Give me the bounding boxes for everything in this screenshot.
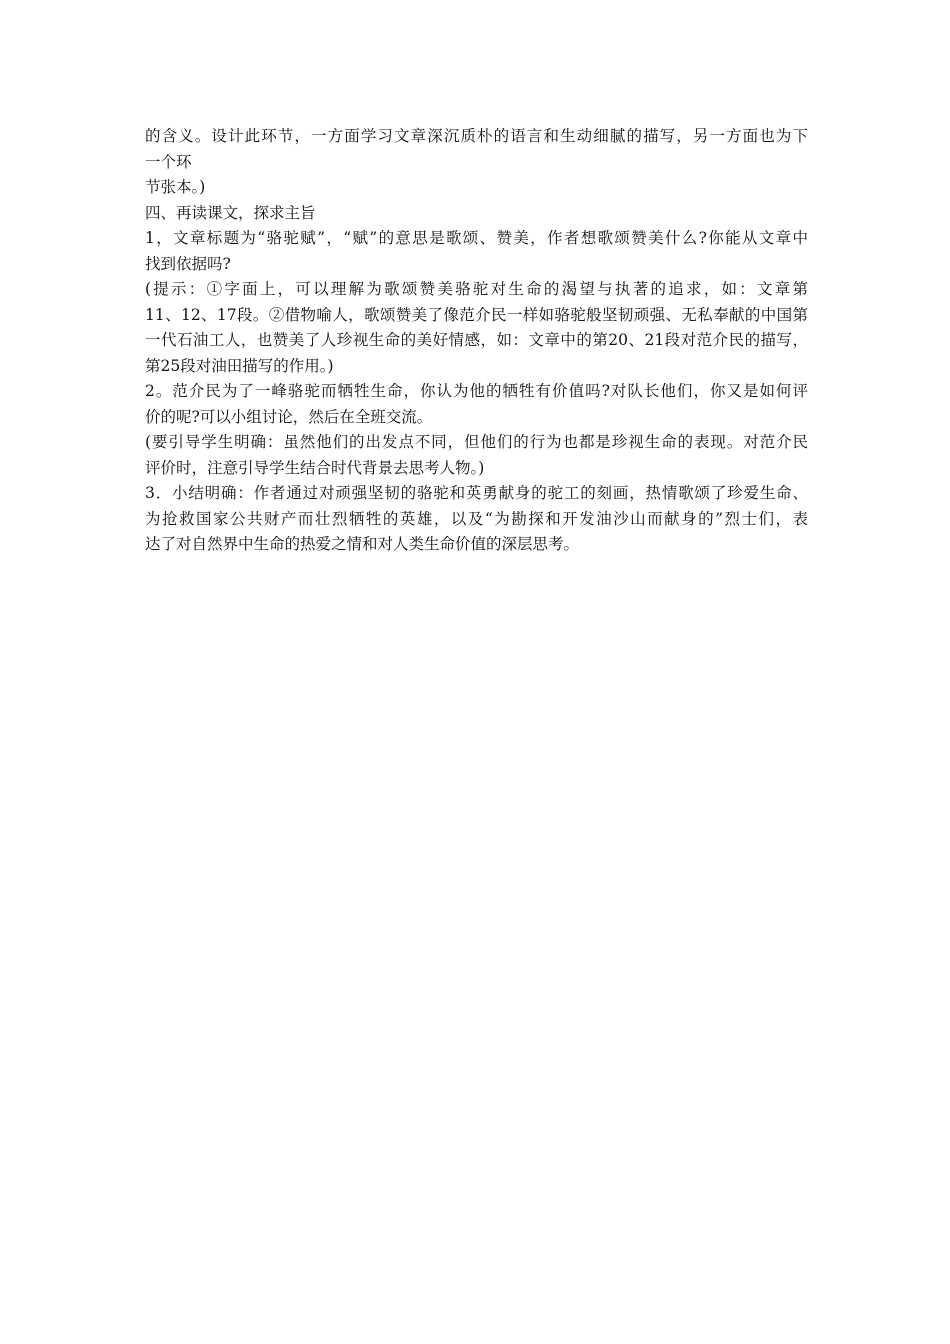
hint-line: 11、12、17段。②借物喻人，歌颂赞美了像范介民一样如骆驼般坚韧顽强、无私奉献的中国第	[145, 305, 808, 324]
hint-line: (提示：①字面上，可以理解为歌颂赞美骆驼对生命的渴望与执著的追求，如：文章第	[145, 280, 808, 298]
summary-line: 3．小结明确：作者通过对顽强坚韧的骆驼和英勇献身的驼工的刻画，热情歌颂了珍爱生命、	[145, 484, 808, 502]
question-1-line: 1，文章标题为“骆驼赋”，“赋”的意思是歌颂、赞美，作者想歌颂赞美什么?你能从文章中	[145, 229, 808, 247]
text-line: 的含义。设计此环节，一方面学习文章深沉质朴的语言和生动细腻的描写，另一方面也为下	[145, 127, 808, 145]
question-2-line: 2。范介民为了一峰骆驼而牺牲生命，你认为他的牺牲有价值吗?对队长他们，你又是如何评	[145, 382, 808, 400]
summary-line: 达了对自然界中生命的热爱之情和对人类生命价值的深层思考。	[145, 535, 580, 553]
question-1-line: 找到依据吗?	[145, 254, 231, 273]
summary-line: 为抢救国家公共财产而壮烈牺牲的英雄，以及“为勘探和开发油沙山而献身的”烈士们，表	[145, 509, 808, 528]
text-line: 一个环	[145, 152, 192, 171]
guidance-line: (要引导学生明确：虽然他们的出发点不同，但他们的行为也都是珍视生命的表现。对范介民	[145, 433, 808, 451]
hint-line: 第25段对油田描写的作用。)	[145, 356, 334, 375]
text-line: 节张本。)	[145, 178, 206, 196]
guidance-line: 评价时，注意引导学生结合时代背景去思考人物。)	[145, 458, 485, 477]
question-2-line: 价的呢?可以小组讨论，然后在全班交流。	[145, 407, 433, 426]
section-heading: 四、再读课文，探求主旨	[145, 203, 316, 222]
hint-line: 一代石油工人，也赞美了人珍视生命的美好情感，如：文章中的第20、21段对范介民的描写，	[145, 331, 808, 349]
document-body	[145, 124, 808, 558]
